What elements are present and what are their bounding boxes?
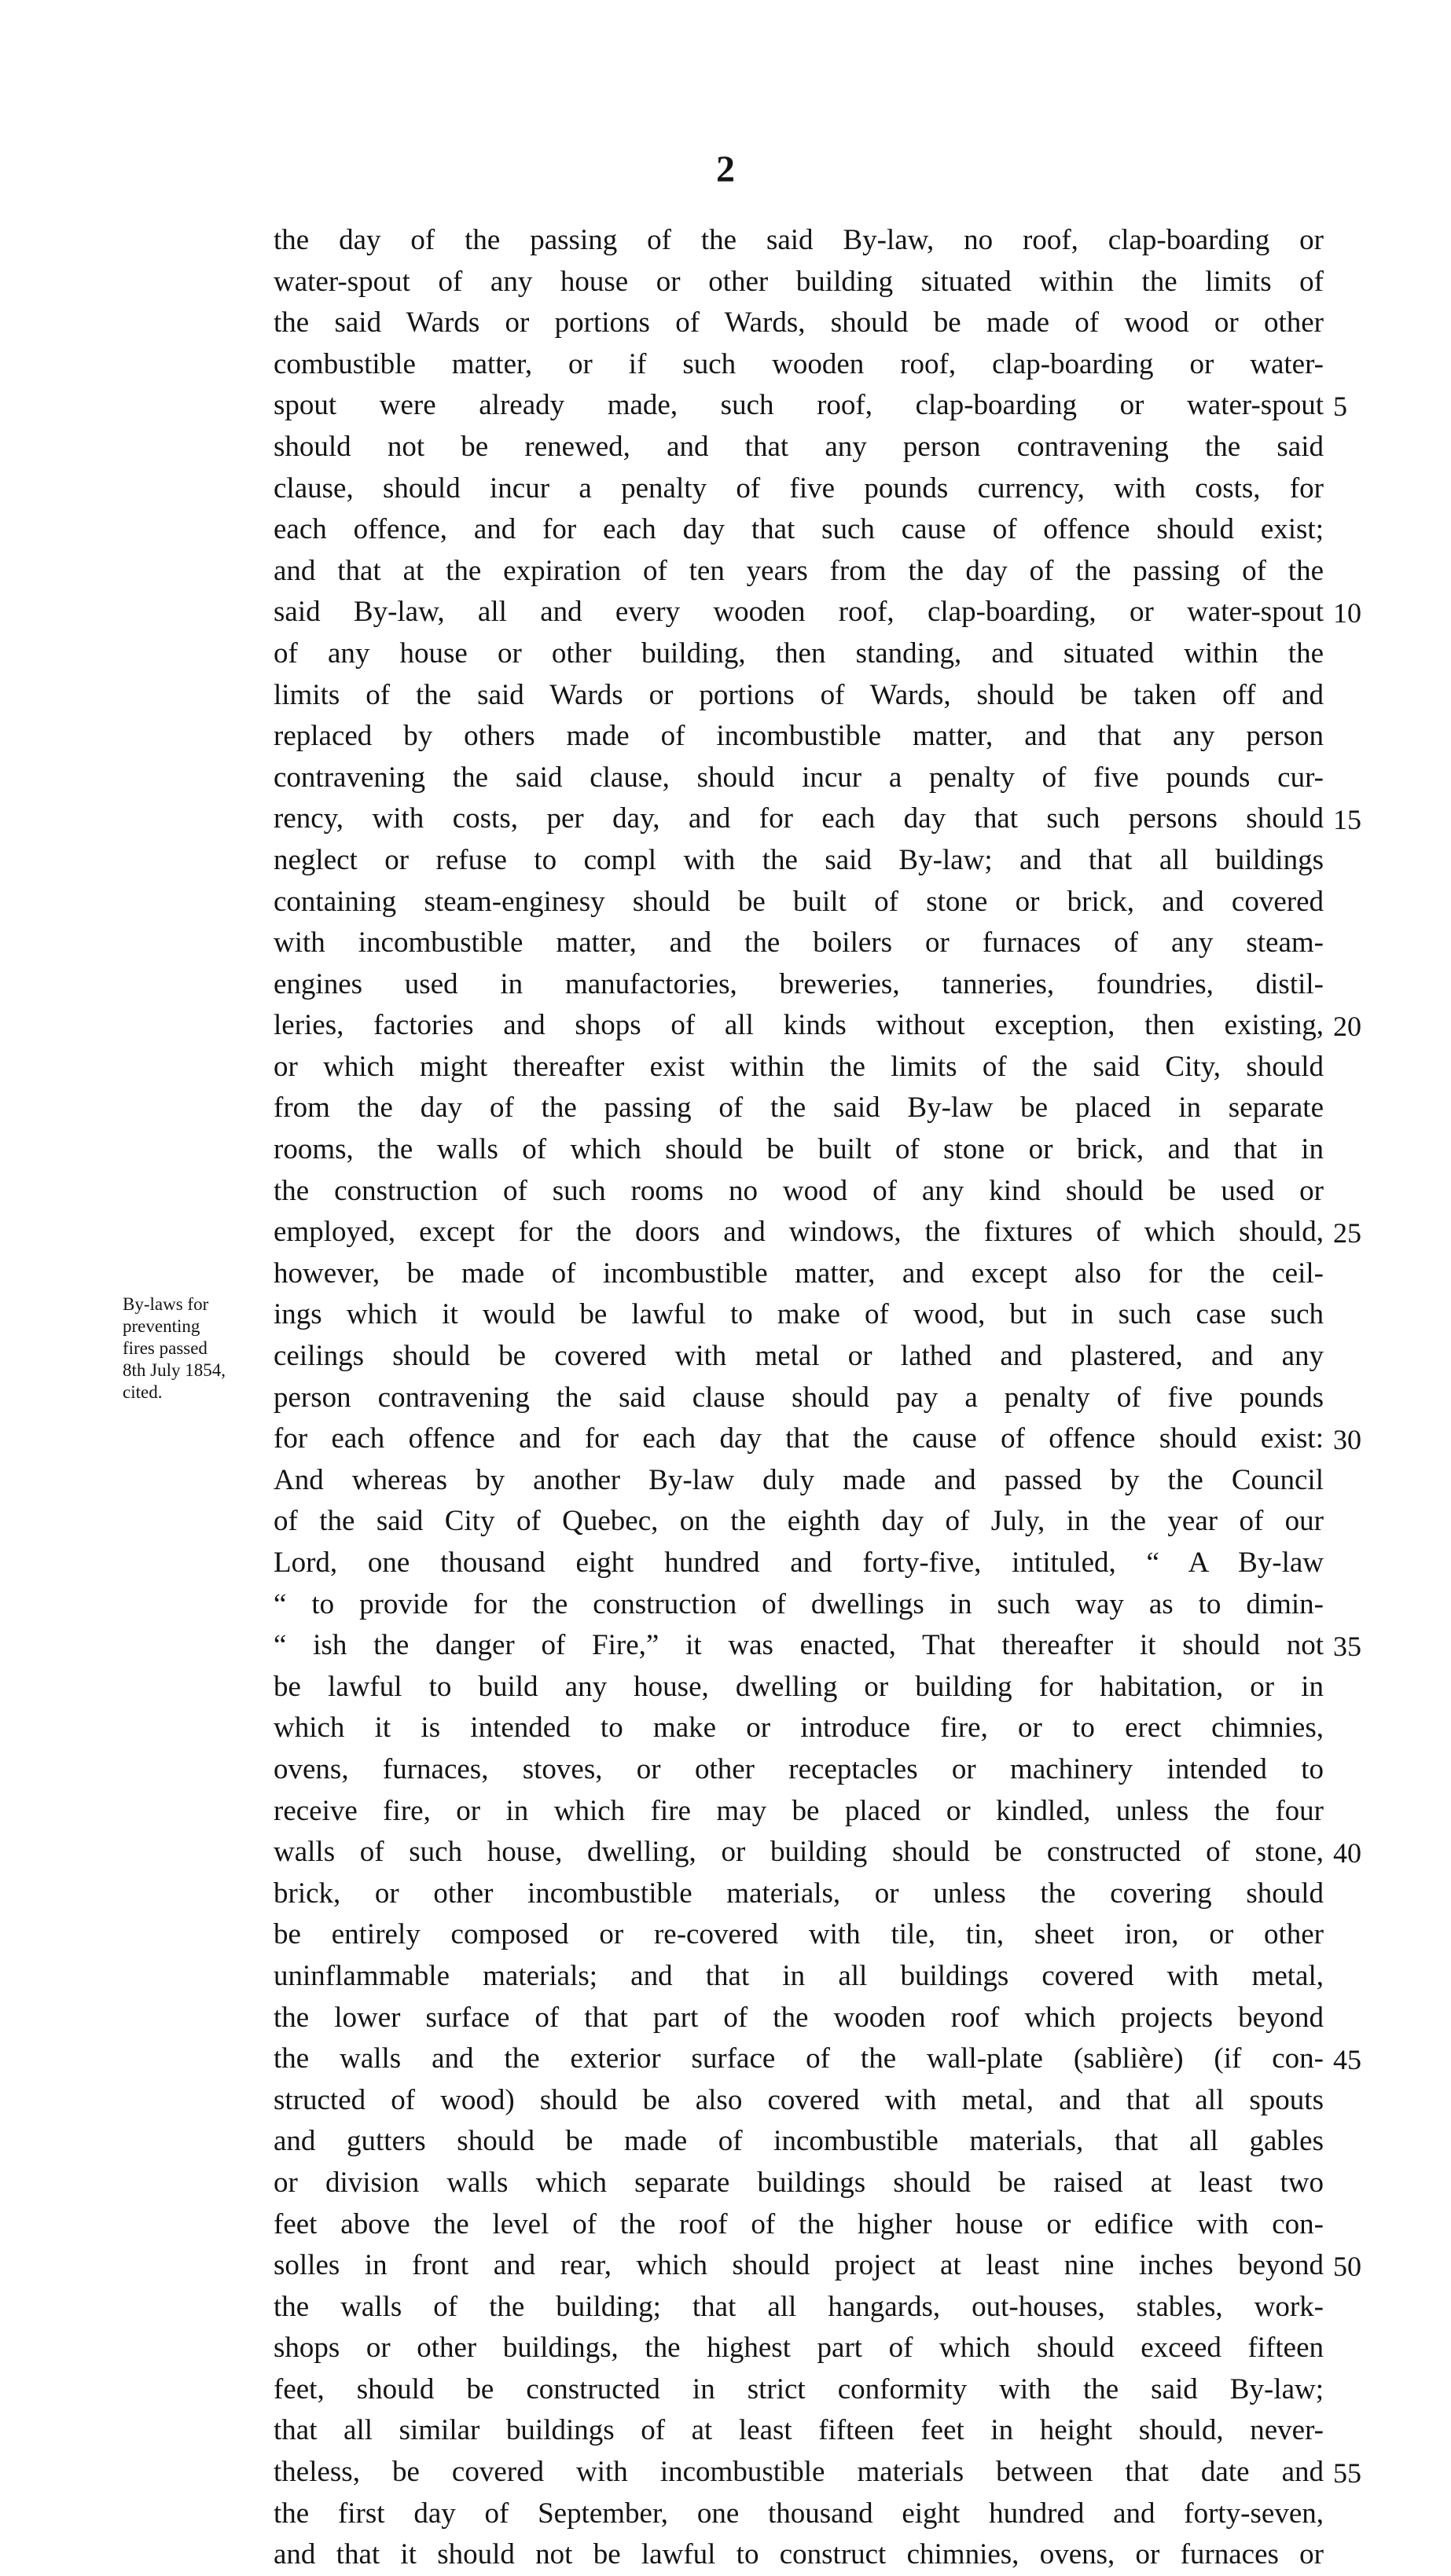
- text-line: each offence, and for each day that such cause of offence should exist;: [274, 513, 1324, 546]
- margin-note-line: fires passed: [123, 1338, 208, 1358]
- line-number: 5: [1333, 391, 1347, 423]
- text-line: which it is intended to make or introduce fire, or to erect chimnies,: [274, 1712, 1324, 1745]
- line-number: 55: [1333, 2457, 1361, 2490]
- text-line: be entirely composed or re-covered with tile, tin, sheet iron, or other: [274, 1918, 1324, 1951]
- margin-note-line: preventing: [123, 1316, 200, 1336]
- text-line: of the said City of Quebec, on the eighth day of July, in the year of our: [274, 1505, 1324, 1538]
- text-line: combustible matter, or if such wooden roof, clap-boarding or water-: [274, 347, 1324, 380]
- line-number: 10: [1333, 597, 1361, 629]
- text-line: the first day of September, one thousand eight hundred and forty-seven,: [274, 2497, 1324, 2530]
- line-number: 30: [1333, 1424, 1361, 1456]
- line-number: 15: [1333, 804, 1361, 836]
- text-line: rooms, the walls of which should be built of stone or brick, and that in: [274, 1133, 1324, 1166]
- text-line: or which might thereafter exist within the limits of the said City, should: [274, 1050, 1324, 1083]
- text-line: the construction of such rooms no wood of any kind should be used or: [274, 1174, 1324, 1207]
- text-line: containing steam-enginesy should be built of stone or brick, and covered: [274, 885, 1324, 918]
- text-line: the said Wards or portions of Wards, should be made of wood or other: [274, 306, 1324, 339]
- text-line: however, be made of incombustible matter, and except also for the ceil-: [274, 1257, 1324, 1290]
- text-line: receive fire, or in which fire may be placed or kindled, unless the four: [274, 1794, 1324, 1827]
- margin-note: [123, 1294, 272, 1404]
- text-line: employed, except for the doors and windows, the fixtures of which should,: [274, 1216, 1324, 1249]
- text-line: contravening the said clause, should incur a penalty of five pounds cur-: [274, 761, 1324, 794]
- text-line: the day of the passing of the said By-law, no roof, clap-boarding or: [274, 224, 1324, 256]
- text-line: spout were already made, such roof, clap-boarding or water-spout: [274, 389, 1324, 422]
- text-line: be lawful to build any house, dwelling or building for habitation, or in: [274, 1670, 1324, 1703]
- line-number: 20: [1333, 1011, 1361, 1043]
- line-number: 45: [1333, 2044, 1361, 2076]
- text-line: the lower surface of that part of the wooden roof which projects beyond: [274, 2001, 1324, 2034]
- text-line: shops or other buildings, the highest part of which should exceed fifteen: [274, 2332, 1324, 2365]
- text-line: “ ish the danger of Fire,” it was enacted, That thereafter it should not: [274, 1629, 1324, 1662]
- text-line: should not be renewed, and that any person contravening the said: [274, 430, 1324, 463]
- text-line: leries, factories and shops of all kinds without exception, then existing,: [274, 1009, 1324, 1042]
- text-line: ceilings should be covered with metal or lathed and plastered, and any: [274, 1340, 1324, 1373]
- text-line: and that at the expiration of ten years from the day of the passing of the: [274, 554, 1324, 587]
- text-line: rency, with costs, per day, and for each day that such persons should: [274, 802, 1324, 835]
- text-line: with incombustible matter, and the boilers or furnaces of any steam-: [274, 927, 1324, 960]
- text-line: or division walls which separate buildings should be raised at least two: [274, 2166, 1324, 2199]
- text-line: clause, should incur a penalty of five pounds currency, with costs, for: [274, 472, 1324, 505]
- text-line: and gutters should be made of incombustible materials, that all gables: [274, 2125, 1324, 2158]
- text-line: brick, or other incombustible materials, or unless the covering should: [274, 1877, 1324, 1910]
- text-line: feet, should be constructed in strict conformity with the said By-law;: [274, 2372, 1324, 2405]
- text-line: and that it should not be lawful to construct chimnies, ovens, or furnaces or: [274, 2538, 1324, 2571]
- text-line: of any house or other building, then standing, and situated within the: [274, 637, 1324, 670]
- line-number: 25: [1333, 1217, 1361, 1249]
- text-line: limits of the said Wards or portions of Wards, should be taken off and: [274, 678, 1324, 711]
- text-line: replaced by others made of incombustible matter, and that any person: [274, 720, 1324, 753]
- text-line: water-spout of any house or other building situated within the limits of: [274, 265, 1324, 298]
- line-number: 35: [1333, 1631, 1361, 1663]
- text-line: feet above the level of the roof of the higher house or edifice with con-: [274, 2207, 1324, 2240]
- text-line: for each offence and for each day that the cause of offence should exist:: [274, 1422, 1324, 1455]
- margin-note-line: 8th July 1854,: [123, 1360, 226, 1380]
- text-line: engines used in manufactories, breweries, tanneries, foundries, distil-: [274, 967, 1324, 1000]
- text-line: solles in front and rear, which should project at least nine inches beyond: [274, 2249, 1324, 2282]
- line-number: 50: [1333, 2251, 1361, 2283]
- text-line: theless, be covered with incombustible materials between that date and: [274, 2456, 1324, 2489]
- body-text: [274, 220, 1324, 2576]
- text-line: neglect or refuse to compl with the said By-law; and that all buildings: [274, 843, 1324, 876]
- text-line: person contravening the said clause should pay a penalty of five pounds: [274, 1381, 1324, 1414]
- text-line: ovens, furnaces, stoves, or other receptacles or machinery intended to: [274, 1752, 1324, 1785]
- text-line: that all similar buildings of at least fifteen feet in height should, never-: [274, 2414, 1324, 2447]
- page-number: 2: [716, 149, 735, 190]
- text-line: And whereas by another By-law duly made and passed by the Council: [274, 1463, 1324, 1496]
- text-line: “ to provide for the construction of dwellings in such way as to dimin-: [274, 1587, 1324, 1620]
- margin-note-line: By-laws for: [123, 1294, 209, 1314]
- text-line: Lord, one thousand eight hundred and forty-five, intituled, “ A By-law: [274, 1547, 1324, 1579]
- line-number: 40: [1333, 1837, 1361, 1870]
- margin-note-line: cited.: [123, 1382, 163, 1402]
- text-line: walls of such house, dwelling, or building should be constructed of stone,: [274, 1836, 1324, 1869]
- text-line: the walls and the exterior surface of the wall-plate (sablière) (if con-: [274, 2042, 1324, 2075]
- text-line: structed of wood) should be also covered with metal, and that all spouts: [274, 2083, 1324, 2116]
- text-line: from the day of the passing of the said By-law be placed in separate: [274, 1092, 1324, 1125]
- text-line: the walls of the building; that all hangards, out-houses, stables, work-: [274, 2290, 1324, 2323]
- text-line: said By-law, all and every wooden roof, clap-boarding, or water-spout: [274, 596, 1324, 629]
- text-line: uninflammable materials; and that in all buildings covered with metal,: [274, 1959, 1324, 1992]
- text-line: ings which it would be lawful to make of wood, but in such case such: [274, 1298, 1324, 1331]
